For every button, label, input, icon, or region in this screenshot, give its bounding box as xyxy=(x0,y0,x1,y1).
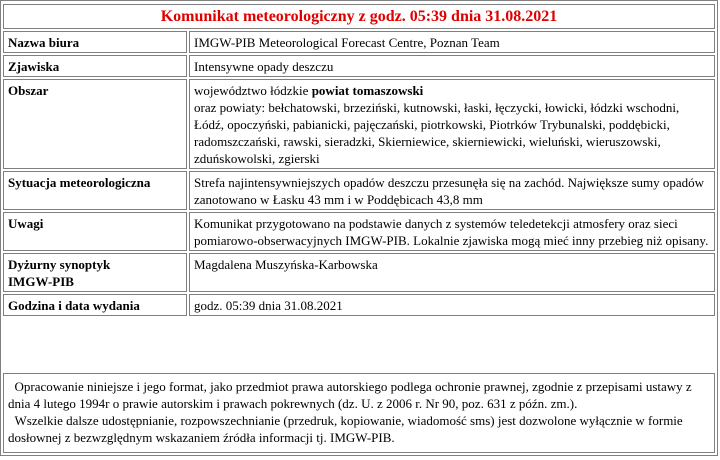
copyright-text xyxy=(8,378,710,412)
issued-value: godz. 05:39 dnia 31.08.2021 xyxy=(189,294,715,316)
office-label: Nazwa biura xyxy=(3,31,187,53)
phenomena-label: Zjawiska xyxy=(3,55,187,77)
office-row xyxy=(3,31,715,53)
report-table xyxy=(1,2,717,318)
report-title: Komunikat meteorologiczny z godz. 05:39 dnia 31.08.2021 xyxy=(3,4,715,29)
copyright-notice xyxy=(3,373,715,453)
area-value xyxy=(189,79,715,169)
situation-row xyxy=(3,171,715,210)
situation-value: Strefa najintensywniejszych opadów deszczu przesunęła się na zachód. Największe sumy opadów zanotowano w Łasku 43 mm i w Poddębicach 43,8 mm xyxy=(189,171,715,210)
office-value: IMGW-PIB Meteorological Forecast Centre, Poznan Team xyxy=(189,31,715,53)
sharing-text xyxy=(8,412,710,446)
situation-label: Sytuacja meteorologiczna xyxy=(3,171,187,210)
title-row xyxy=(3,4,715,29)
area-row xyxy=(3,79,715,169)
area-other-counties: oraz powiaty: bełchatowski, brzeziński, kutnowski, łaski, łęczycki, łowicki, łódzki wschodni, Łódź, opoczyński, pabianicki, pajęczański, piotrkowski, Piotrków Trybunalski, poddębicki, radomszczański, rawski, sieradzki, Skierniewice, skierniewicki, wieluński, wieruszowski, zduńskowolski, zgierski xyxy=(194,100,680,166)
area-label: Obszar xyxy=(3,79,187,169)
phenomena-row xyxy=(3,55,715,77)
copyright-text-content: Opracowanie niniejsze i jego format, jako przedmiot prawa autorskiego podlega ochronie prawnej, zgodnie z przepisami ustawy z dnia 4 lutego 1994r o prawie autorskim i prawach pokrewnych (dz. U. z 2006 r. Nr 90, poz. 631 z późn. zm.). xyxy=(8,379,692,411)
issued-row xyxy=(3,294,715,316)
remarks-value: Komunikat przygotowano na podstawie danych z systemów teledetekcji atmosfery oraz sieci pomiarowo-obserwacyjnych IMGW-PIB. Lokalnie zjawiska mogą mieć inny przebieg niż opisany. xyxy=(189,212,715,251)
area-province: województwo łódzkie xyxy=(194,83,309,98)
area-main-county: powiat tomaszowski xyxy=(311,83,424,98)
forecaster-row xyxy=(3,253,715,292)
issued-label: Godzina i data wydania xyxy=(3,294,187,316)
forecaster-label-line1: Dyżurny synoptyk xyxy=(8,257,111,272)
phenomena-value: Intensywne opady deszczu xyxy=(189,55,715,77)
forecaster-label xyxy=(3,253,187,292)
forecaster-value: Magdalena Muszyńska-Karbowska xyxy=(189,253,715,292)
forecaster-label-line2: IMGW-PIB xyxy=(8,274,74,289)
remarks-row xyxy=(3,212,715,251)
sharing-text-content: Wszelkie dalsze udostępnianie, rozpowszechnianie (przedruk, kopiowanie, wiadomość sms) jest dozwolone wyłącznie w formie dosłownej z bezwzględnym wskazaniem źródła informacji tj. IMGW-PIB. xyxy=(8,413,683,445)
remarks-label: Uwagi xyxy=(3,212,187,251)
